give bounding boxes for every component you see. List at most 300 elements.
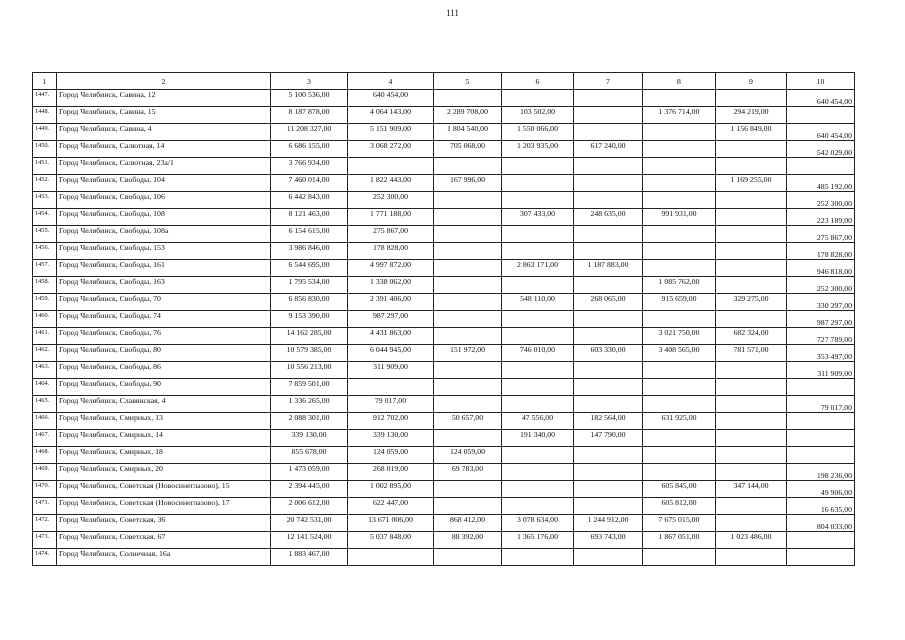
value-cell-3: 3 986 846,00 <box>271 243 348 260</box>
value-cell-3: 3 766 934,00 <box>271 158 348 175</box>
value-cell-7 <box>574 90 643 107</box>
value-cell-6: 47 556,00 <box>502 413 574 430</box>
value-cell-6 <box>502 362 574 379</box>
value-cell-4: 2 391 406,00 <box>348 294 434 311</box>
row-number: 1470. <box>33 481 57 498</box>
row-number: 1447. <box>33 90 57 107</box>
value-cell-5 <box>434 158 502 175</box>
table-row <box>33 430 855 447</box>
value-cell-10: 542 029,00 <box>787 141 855 158</box>
value-cell-9 <box>716 158 787 175</box>
value-cell-4: 268 019,00 <box>348 464 434 481</box>
value-cell-7 <box>574 328 643 345</box>
value-cell-9 <box>716 464 787 481</box>
value-cell-9: 682 324,00 <box>716 328 787 345</box>
value-cell-5: 88 392,00 <box>434 532 502 549</box>
value-cell-7: 182 564,00 <box>574 413 643 430</box>
value-cell-3: 5 100 536,00 <box>271 90 348 107</box>
table-row <box>33 124 855 141</box>
row-number: 1472. <box>33 515 57 532</box>
table-row <box>33 345 855 362</box>
table-row <box>33 209 855 226</box>
value-cell-3: 2 088 301,00 <box>271 413 348 430</box>
value-cell-10: 178 828,00 <box>787 243 855 260</box>
row-number: 1464. <box>33 379 57 396</box>
value-cell-4: 640 454,00 <box>348 90 434 107</box>
value-cell-7 <box>574 175 643 192</box>
value-cell-7 <box>574 226 643 243</box>
value-cell-5 <box>434 260 502 277</box>
value-cell-4: 124 059,00 <box>348 447 434 464</box>
value-cell-4: 5 037 848,00 <box>348 532 434 549</box>
value-cell-7: 147 790,00 <box>574 430 643 447</box>
value-cell-4: 5 151 909,00 <box>348 124 434 141</box>
value-cell-9 <box>716 192 787 209</box>
value-cell-3: 6 544 695,00 <box>271 260 348 277</box>
value-cell-6 <box>502 396 574 413</box>
value-cell-6: 746 010,00 <box>502 345 574 362</box>
value-cell-10: 49 906,00 <box>787 481 855 498</box>
value-cell-3: 10 579 385,00 <box>271 345 348 362</box>
value-cell-6: 1 365 176,00 <box>502 532 574 549</box>
value-cell-8 <box>643 447 716 464</box>
row-number: 1473. <box>33 532 57 549</box>
row-number: 1462. <box>33 345 57 362</box>
value-cell-8 <box>643 379 716 396</box>
value-cell-10: 640 454,00 <box>787 90 855 107</box>
value-cell-6: 3 078 634,00 <box>502 515 574 532</box>
value-cell-10: 16 635,00 <box>787 498 855 515</box>
address-cell: Город Челябинск, Советская (Новосинеглазово), 15 <box>57 481 271 498</box>
value-cell-3: 855 678,00 <box>271 447 348 464</box>
value-cell-10: 330 297,00 <box>787 294 855 311</box>
value-cell-7: 248 635,00 <box>574 209 643 226</box>
value-cell-8 <box>643 260 716 277</box>
table-row <box>33 481 855 498</box>
value-cell-7: 1 244 912,00 <box>574 515 643 532</box>
value-cell-9: 1 023 486,00 <box>716 532 787 549</box>
value-cell-4 <box>348 549 434 566</box>
value-cell-7 <box>574 396 643 413</box>
value-cell-8: 1 376 714,00 <box>643 107 716 124</box>
value-cell-9 <box>716 549 787 566</box>
value-cell-6 <box>502 158 574 175</box>
address-cell: Город Челябинск, Свободы, 76 <box>57 328 271 345</box>
value-cell-6: 191 340,00 <box>502 430 574 447</box>
value-cell-4: 339 130,00 <box>348 430 434 447</box>
value-cell-5: 1 804 540,00 <box>434 124 502 141</box>
value-cell-9 <box>716 362 787 379</box>
value-cell-10: 353 497,00 <box>787 345 855 362</box>
value-cell-10: 223 189,00 <box>787 209 855 226</box>
registry-table <box>32 72 855 566</box>
address-cell: Город Челябинск, Свободы, 86 <box>57 362 271 379</box>
value-cell-7: 603 330,00 <box>574 345 643 362</box>
value-cell-3: 2 394 445,00 <box>271 481 348 498</box>
value-cell-6 <box>502 379 574 396</box>
value-cell-3: 11 208 327,00 <box>271 124 348 141</box>
value-cell-9 <box>716 413 787 430</box>
value-cell-5 <box>434 498 502 515</box>
value-cell-4: 4 064 143,00 <box>348 107 434 124</box>
table-row <box>33 362 855 379</box>
row-number: 1467. <box>33 430 57 447</box>
value-cell-8 <box>643 549 716 566</box>
value-cell-8 <box>643 396 716 413</box>
value-cell-3: 2 006 612,00 <box>271 498 348 515</box>
row-number: 1450. <box>33 141 57 158</box>
value-cell-6: 1 550 066,00 <box>502 124 574 141</box>
value-cell-8: 1 085 762,00 <box>643 277 716 294</box>
table-row <box>33 175 855 192</box>
address-cell: Город Челябинск, Свободы, 74 <box>57 311 271 328</box>
value-cell-6 <box>502 277 574 294</box>
table-row <box>33 447 855 464</box>
value-cell-8: 3 021 750,00 <box>643 328 716 345</box>
table-row <box>33 158 855 175</box>
value-cell-3: 6 856 830,00 <box>271 294 348 311</box>
value-cell-5: 705 068,00 <box>434 141 502 158</box>
table-row <box>33 107 855 124</box>
value-cell-9 <box>716 209 787 226</box>
address-cell: Город Челябинск, Свободы, 153 <box>57 243 271 260</box>
value-cell-3: 14 162 285,00 <box>271 328 348 345</box>
column-header: 5 <box>434 73 502 90</box>
value-cell-8 <box>643 362 716 379</box>
table-row <box>33 192 855 209</box>
value-cell-3: 12 141 524,00 <box>271 532 348 549</box>
table-row <box>33 90 855 107</box>
value-cell-10: 252 300,00 <box>787 277 855 294</box>
value-cell-3: 7 460 014,00 <box>271 175 348 192</box>
value-cell-6 <box>502 243 574 260</box>
column-header: 6 <box>502 73 574 90</box>
row-number: 1452. <box>33 175 57 192</box>
value-cell-3: 6 442 843,00 <box>271 192 348 209</box>
value-cell-8: 605 845,00 <box>643 481 716 498</box>
value-cell-10: 311 909,00 <box>787 362 855 379</box>
value-cell-5 <box>434 379 502 396</box>
value-cell-5 <box>434 226 502 243</box>
value-cell-7 <box>574 277 643 294</box>
value-cell-8: 7 675 015,00 <box>643 515 716 532</box>
value-cell-10 <box>787 430 855 447</box>
value-cell-3: 1 795 534,00 <box>271 277 348 294</box>
value-cell-4 <box>348 158 434 175</box>
value-cell-4: 1 338 062,00 <box>348 277 434 294</box>
value-cell-5 <box>434 328 502 345</box>
table-row <box>33 277 855 294</box>
value-cell-3: 9 153 390,00 <box>271 311 348 328</box>
value-cell-6 <box>502 90 574 107</box>
value-cell-3: 6 154 615,00 <box>271 226 348 243</box>
row-number: 1449. <box>33 124 57 141</box>
row-number: 1468. <box>33 447 57 464</box>
value-cell-6 <box>502 464 574 481</box>
row-number: 1448. <box>33 107 57 124</box>
value-cell-10: 485 192,00 <box>787 175 855 192</box>
value-cell-8: 3 408 565,00 <box>643 345 716 362</box>
value-cell-7 <box>574 379 643 396</box>
value-cell-8 <box>643 175 716 192</box>
table-row <box>33 243 855 260</box>
value-cell-9 <box>716 396 787 413</box>
table-row <box>33 532 855 549</box>
value-cell-10 <box>787 107 855 124</box>
value-cell-9 <box>716 243 787 260</box>
value-cell-5 <box>434 549 502 566</box>
value-cell-6 <box>502 498 574 515</box>
value-cell-9 <box>716 226 787 243</box>
row-number: 1463. <box>33 362 57 379</box>
address-cell: Город Челябинск, Савина, 4 <box>57 124 271 141</box>
value-cell-6 <box>502 549 574 566</box>
value-cell-9: 347 144,00 <box>716 481 787 498</box>
value-cell-6: 307 433,00 <box>502 209 574 226</box>
value-cell-6: 548 110,00 <box>502 294 574 311</box>
table-row <box>33 260 855 277</box>
value-cell-7: 617 240,00 <box>574 141 643 158</box>
value-cell-7 <box>574 481 643 498</box>
value-cell-5 <box>434 90 502 107</box>
column-header: 9 <box>716 73 787 90</box>
value-cell-4: 1 002 895,00 <box>348 481 434 498</box>
value-cell-6 <box>502 328 574 345</box>
address-cell: Город Челябинск, Смирных, 20 <box>57 464 271 481</box>
value-cell-5: 868 412,00 <box>434 515 502 532</box>
value-cell-8 <box>643 192 716 209</box>
value-cell-6: 1 203 935,00 <box>502 141 574 158</box>
value-cell-4: 4 997 872,00 <box>348 260 434 277</box>
value-cell-4: 4 431 863,00 <box>348 328 434 345</box>
value-cell-7 <box>574 549 643 566</box>
address-cell: Город Челябинск, Советская (Новосинеглазово), 17 <box>57 498 271 515</box>
value-cell-7 <box>574 124 643 141</box>
value-cell-10: 804 033,00 <box>787 515 855 532</box>
address-cell: Город Челябинск, Савина, 15 <box>57 107 271 124</box>
table-row <box>33 413 855 430</box>
value-cell-4: 252 300,00 <box>348 192 434 209</box>
value-cell-4: 79 017,00 <box>348 396 434 413</box>
value-cell-4: 1 771 188,00 <box>348 209 434 226</box>
value-cell-7 <box>574 311 643 328</box>
row-number: 1458. <box>33 277 57 294</box>
value-cell-9 <box>716 515 787 532</box>
value-cell-4: 912 702,00 <box>348 413 434 430</box>
address-cell: Город Челябинск, Свободы, 108а <box>57 226 271 243</box>
value-cell-3: 1 336 265,00 <box>271 396 348 413</box>
value-cell-4: 13 671 006,00 <box>348 515 434 532</box>
value-cell-10: 198 236,00 <box>787 464 855 481</box>
value-cell-5 <box>434 481 502 498</box>
row-number: 1457. <box>33 260 57 277</box>
value-cell-6 <box>502 192 574 209</box>
address-cell: Город Челябинск, Салютная, 23а/1 <box>57 158 271 175</box>
value-cell-5: 124 059,00 <box>434 447 502 464</box>
row-number: 1460. <box>33 311 57 328</box>
value-cell-10 <box>787 549 855 566</box>
value-cell-6 <box>502 226 574 243</box>
address-cell: Город Челябинск, Свободы, 90 <box>57 379 271 396</box>
value-cell-5 <box>434 294 502 311</box>
value-cell-5 <box>434 243 502 260</box>
table-row <box>33 464 855 481</box>
value-cell-10: 275 867,00 <box>787 226 855 243</box>
value-cell-6 <box>502 175 574 192</box>
column-header: 2 <box>57 73 271 90</box>
address-cell: Город Челябинск, Свободы, 108 <box>57 209 271 226</box>
row-number: 1455. <box>33 226 57 243</box>
value-cell-4: 311 909,00 <box>348 362 434 379</box>
column-header: 7 <box>574 73 643 90</box>
value-cell-5 <box>434 277 502 294</box>
value-cell-5 <box>434 192 502 209</box>
value-cell-4: 622 447,00 <box>348 498 434 515</box>
value-cell-9 <box>716 379 787 396</box>
value-cell-3: 339 130,00 <box>271 430 348 447</box>
value-cell-4 <box>348 379 434 396</box>
value-cell-3: 8 187 878,00 <box>271 107 348 124</box>
row-number: 1454. <box>33 209 57 226</box>
row-number: 1469. <box>33 464 57 481</box>
value-cell-9 <box>716 498 787 515</box>
value-cell-10: 640 454,00 <box>787 124 855 141</box>
value-cell-8: 631 925,00 <box>643 413 716 430</box>
value-cell-9 <box>716 90 787 107</box>
value-cell-7 <box>574 498 643 515</box>
value-cell-4: 987 297,00 <box>348 311 434 328</box>
value-cell-7 <box>574 107 643 124</box>
value-cell-9: 1 156 849,00 <box>716 124 787 141</box>
table-row <box>33 328 855 345</box>
value-cell-3: 8 121 463,00 <box>271 209 348 226</box>
row-number: 1461. <box>33 328 57 345</box>
value-cell-10: 987 297,00 <box>787 311 855 328</box>
value-cell-8 <box>643 226 716 243</box>
header-row <box>33 73 855 90</box>
value-cell-9 <box>716 277 787 294</box>
value-cell-8 <box>643 430 716 447</box>
value-cell-8 <box>643 311 716 328</box>
address-cell: Город Челябинск, Савина, 12 <box>57 90 271 107</box>
value-cell-7 <box>574 464 643 481</box>
column-header: 10 <box>787 73 855 90</box>
value-cell-5: 167 996,00 <box>434 175 502 192</box>
table-row <box>33 311 855 328</box>
value-cell-6: 2 863 171,00 <box>502 260 574 277</box>
row-number: 1459. <box>33 294 57 311</box>
value-cell-6 <box>502 447 574 464</box>
table-row <box>33 379 855 396</box>
value-cell-3: 6 686 155,00 <box>271 141 348 158</box>
value-cell-9: 781 571,00 <box>716 345 787 362</box>
value-cell-10: 79 017,00 <box>787 396 855 413</box>
row-number: 1453. <box>33 192 57 209</box>
value-cell-9 <box>716 311 787 328</box>
value-cell-5 <box>434 396 502 413</box>
value-cell-10 <box>787 379 855 396</box>
address-cell: Город Челябинск, Советская, 36 <box>57 515 271 532</box>
value-cell-4: 178 828,00 <box>348 243 434 260</box>
value-cell-9 <box>716 260 787 277</box>
value-cell-8 <box>643 141 716 158</box>
value-cell-8 <box>643 90 716 107</box>
value-cell-3: 1 883 467,00 <box>271 549 348 566</box>
column-header: 4 <box>348 73 434 90</box>
address-cell: Город Челябинск, Свободы, 70 <box>57 294 271 311</box>
value-cell-10: 946 818,00 <box>787 260 855 277</box>
table-row <box>33 498 855 515</box>
value-cell-8: 915 659,00 <box>643 294 716 311</box>
value-cell-3: 20 742 531,00 <box>271 515 348 532</box>
value-cell-8 <box>643 243 716 260</box>
row-number: 1471. <box>33 498 57 515</box>
value-cell-5: 151 972,00 <box>434 345 502 362</box>
row-number: 1466. <box>33 413 57 430</box>
address-cell: Город Челябинск, Смирных, 18 <box>57 447 271 464</box>
value-cell-7: 268 065,00 <box>574 294 643 311</box>
column-header: 3 <box>271 73 348 90</box>
address-cell: Город Челябинск, Свободы, 106 <box>57 192 271 209</box>
value-cell-8: 605 812,00 <box>643 498 716 515</box>
value-cell-4: 1 822 443,00 <box>348 175 434 192</box>
value-cell-3: 1 473 059,00 <box>271 464 348 481</box>
value-cell-4: 275 867,00 <box>348 226 434 243</box>
value-cell-8 <box>643 124 716 141</box>
address-cell: Город Челябинск, Смирных, 13 <box>57 413 271 430</box>
row-number: 1456. <box>33 243 57 260</box>
row-number: 1465. <box>33 396 57 413</box>
table-body <box>33 90 855 566</box>
value-cell-8: 1 867 051,00 <box>643 532 716 549</box>
value-cell-7 <box>574 362 643 379</box>
column-header: 1 <box>33 73 57 90</box>
table-row <box>33 294 855 311</box>
value-cell-10: 252 300,00 <box>787 192 855 209</box>
value-cell-6: 103 502,00 <box>502 107 574 124</box>
column-header: 8 <box>643 73 716 90</box>
value-cell-8 <box>643 158 716 175</box>
row-number: 1474. <box>33 549 57 566</box>
table-row <box>33 141 855 158</box>
table-row <box>33 515 855 532</box>
value-cell-10 <box>787 158 855 175</box>
value-cell-8 <box>643 464 716 481</box>
value-cell-5: 69 783,00 <box>434 464 502 481</box>
value-cell-4: 6 044 945,00 <box>348 345 434 362</box>
value-cell-9 <box>716 447 787 464</box>
value-cell-9: 1 169 255,00 <box>716 175 787 192</box>
value-cell-6 <box>502 311 574 328</box>
value-cell-5 <box>434 430 502 447</box>
value-cell-5: 50 657,00 <box>434 413 502 430</box>
address-cell: Город Челябинск, Свободы, 163 <box>57 277 271 294</box>
address-cell: Город Челябинск, Смирных, 14 <box>57 430 271 447</box>
address-cell: Город Челябинск, Свободы, 104 <box>57 175 271 192</box>
table-header <box>33 73 855 90</box>
value-cell-10 <box>787 413 855 430</box>
value-cell-7 <box>574 447 643 464</box>
value-cell-9: 294 219,00 <box>716 107 787 124</box>
value-cell-5: 2 289 708,00 <box>434 107 502 124</box>
address-cell: Город Челябинск, Свободы, 80 <box>57 345 271 362</box>
value-cell-5 <box>434 311 502 328</box>
value-cell-10 <box>787 447 855 464</box>
value-cell-8: 991 931,00 <box>643 209 716 226</box>
value-cell-10: 727 789,00 <box>787 328 855 345</box>
value-cell-4: 3 068 272,00 <box>348 141 434 158</box>
address-cell: Город Челябинск, Советская, 67 <box>57 532 271 549</box>
